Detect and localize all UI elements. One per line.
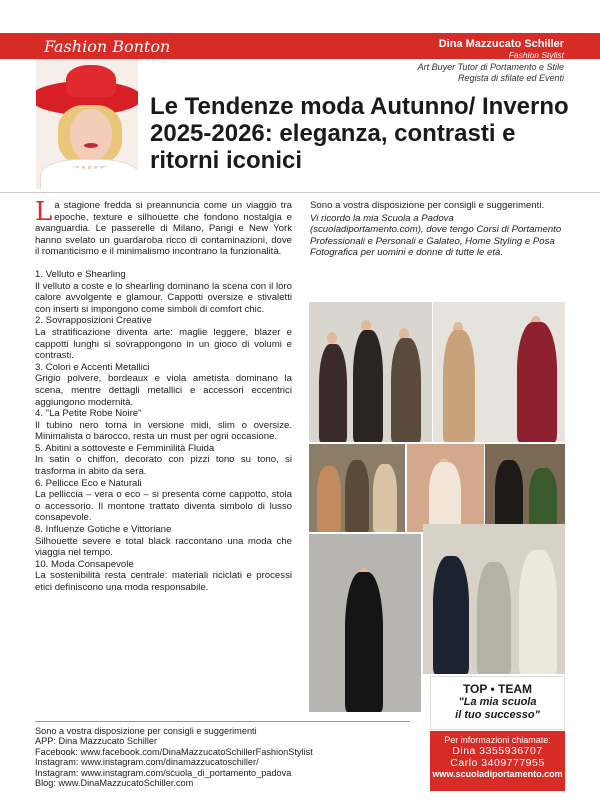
portrait-lips xyxy=(84,143,98,148)
model-figure xyxy=(353,330,383,442)
trend-title: 2. Sovrapposizioni Creative xyxy=(35,315,152,327)
model-figure xyxy=(443,330,475,442)
contact-instagram-link[interactable]: Instagram: www.instagram.com/scuola_di_portamento_padova xyxy=(35,767,292,778)
model-figure xyxy=(429,462,461,532)
runway-photo-collage xyxy=(309,302,565,712)
trend-item xyxy=(35,524,292,559)
trend-title: 6. Pellicce Eco e Naturali xyxy=(35,477,142,489)
school-note: Vi ricordo la mia Scuola a Padova (scuoladiportamento.com), dove tengo Corsi di Portamento Professionali e Personali e Galateo, Home Styling e Posa Fotografica per uomini e donne di tutte le età. xyxy=(310,212,562,259)
school-website-link[interactable]: www.scuoladiportamento.com xyxy=(432,769,563,779)
trend-text: La sostenibilità resta centrale: materiali riciclati e processi etici definiscono una moda responsabile. xyxy=(35,570,292,593)
trend-text: Silhouette severe e total black raccontano una moda che viaggia nel tempo. xyxy=(35,535,292,559)
model-figure xyxy=(317,466,341,532)
model-figure xyxy=(345,572,383,712)
runway-photo xyxy=(433,302,565,442)
team-title: TOP • TEAM xyxy=(462,682,533,696)
runway-photo xyxy=(309,534,421,712)
trend-text: In satin o chiffon, decorato con pizzi tono su tono, si trasforma in abito da sera. xyxy=(35,454,292,478)
model-figure xyxy=(517,322,557,442)
trend-title: 1. Velluto e Shearling xyxy=(35,268,126,280)
intro-paragraph xyxy=(35,197,292,258)
model-figure xyxy=(373,464,397,532)
red-hat-crown xyxy=(66,65,116,97)
column-title: Fashion Bonton xyxy=(44,37,171,56)
author-credential-line: Regista di sfilate ed Eventi xyxy=(457,73,564,83)
divider xyxy=(0,192,600,193)
model-figure xyxy=(519,550,557,674)
trend-item xyxy=(35,269,292,315)
contact-instagram-link[interactable]: Instagram: www.instagram.com/dinamazzucatoschiller/ xyxy=(35,757,259,768)
contact-blog-link[interactable]: Blog: www.DinaMazzucatoSchiller.com xyxy=(35,778,194,789)
model-figure xyxy=(319,344,347,442)
model-figure xyxy=(495,460,523,532)
model-figure xyxy=(391,338,421,442)
article-headline: Le Tendenze moda Autunno/ Inverno 2025-2026: eleganza, contrasti e ritorni iconici xyxy=(150,93,569,174)
author-role: Fashion Stylist xyxy=(508,50,564,60)
runway-photo xyxy=(407,444,484,532)
trend-item xyxy=(35,443,292,478)
trend-title: 8. Influenze Gotiche e Vittoriane xyxy=(35,524,172,536)
trend-item xyxy=(35,478,292,524)
trend-title: 10. Moda Consapevole xyxy=(35,558,134,570)
model-figure xyxy=(477,562,511,674)
trend-item xyxy=(35,559,292,594)
article-body-left xyxy=(35,197,292,594)
author-name: Dina Mazzucato Schiller xyxy=(438,38,564,50)
runway-photo xyxy=(485,444,565,532)
trend-list xyxy=(35,269,292,594)
trend-text: Grigio polvere, bordeaux e viola ametista dominano la scena, mentre dettagli metallici e accessori eccentrici aggiungono modernità. xyxy=(35,373,292,408)
article-body-right xyxy=(310,200,565,259)
trend-item xyxy=(35,315,292,361)
intro-text: a stagione fredda si preannuncia come un viaggio tra epoche, texture e silhouette che fondono nostalgia e avanguardia. Le passerelle di Milano, Parigi e New York hanno svelato un guardaroba ricco di contaminazioni, dove il romanticismo e il minimalismo incontrano la funzionalità. xyxy=(35,200,292,258)
trend-text: La pelliccia – vera o eco – si presenta come cappotto, stola o accessorio. Il montone trattato diventa simbolo di lusso consapevole. xyxy=(35,489,292,524)
top-team-box xyxy=(430,676,565,730)
model-figure xyxy=(433,556,469,674)
author-portrait xyxy=(36,59,138,189)
portrait-face xyxy=(70,109,112,161)
runway-photo xyxy=(309,444,405,532)
contact-block xyxy=(35,726,415,788)
advice-paragraph: Sono a vostra disposizione per consigli e suggerimenti. xyxy=(310,200,545,211)
trend-title: 3. Colori e Accenti Metallici xyxy=(35,361,150,373)
trend-text: Il tubino nero torna in versione midi, slim o oversize. Minimalista o barocco, resta un must per ogni occasione. xyxy=(35,419,292,443)
runway-photo xyxy=(309,302,432,442)
trend-text: Il velluto a coste e lo shearling dominano la scena con il loro calore avvolgente e glamour. Cappotti oversize e stivaletti con inserti si impongono come simboli di comfort chic. xyxy=(35,280,292,315)
runway-photo xyxy=(423,524,565,674)
contact-intro: Sono a vostra disposizione per consigli e suggerimenti xyxy=(35,726,257,736)
contact-app: APP: Dina Mazzucato Schiller xyxy=(35,736,158,747)
model-head xyxy=(327,332,337,344)
contact-divider xyxy=(35,721,410,722)
info-box xyxy=(430,731,565,791)
model-figure xyxy=(345,460,369,532)
model-figure xyxy=(529,468,557,532)
phone-dina[interactable]: Dina 3355936707 xyxy=(452,745,543,757)
trend-title: 4. "La Petite Robe Noire" xyxy=(35,408,142,420)
author-credential-line: Art Buyer Tutor di Portamento e Stile xyxy=(417,62,564,72)
team-slogan: "La mia scuola xyxy=(458,696,537,708)
drop-cap: L xyxy=(35,197,53,227)
trend-item xyxy=(35,408,292,443)
trend-text: La stratificazione diventa arte: maglie leggere, blazer e cappotti lunghi si sovrappongono in un gioco di volumi e contrasti. xyxy=(35,326,292,362)
phone-carlo[interactable]: Carlo 3409777955 xyxy=(450,757,545,769)
pearl-necklace xyxy=(72,163,108,169)
contact-facebook-link[interactable]: Facebook: www.facebook.com/DinaMazzucatoSchillerFashionStylist xyxy=(35,746,313,757)
info-title: Per informazioni chiamate: xyxy=(444,735,551,745)
team-slogan: il tuo successo" xyxy=(455,709,540,721)
trend-item xyxy=(35,362,292,408)
trend-title: 5. Abitini a sottoveste e Femminilità Fluida xyxy=(35,442,215,454)
